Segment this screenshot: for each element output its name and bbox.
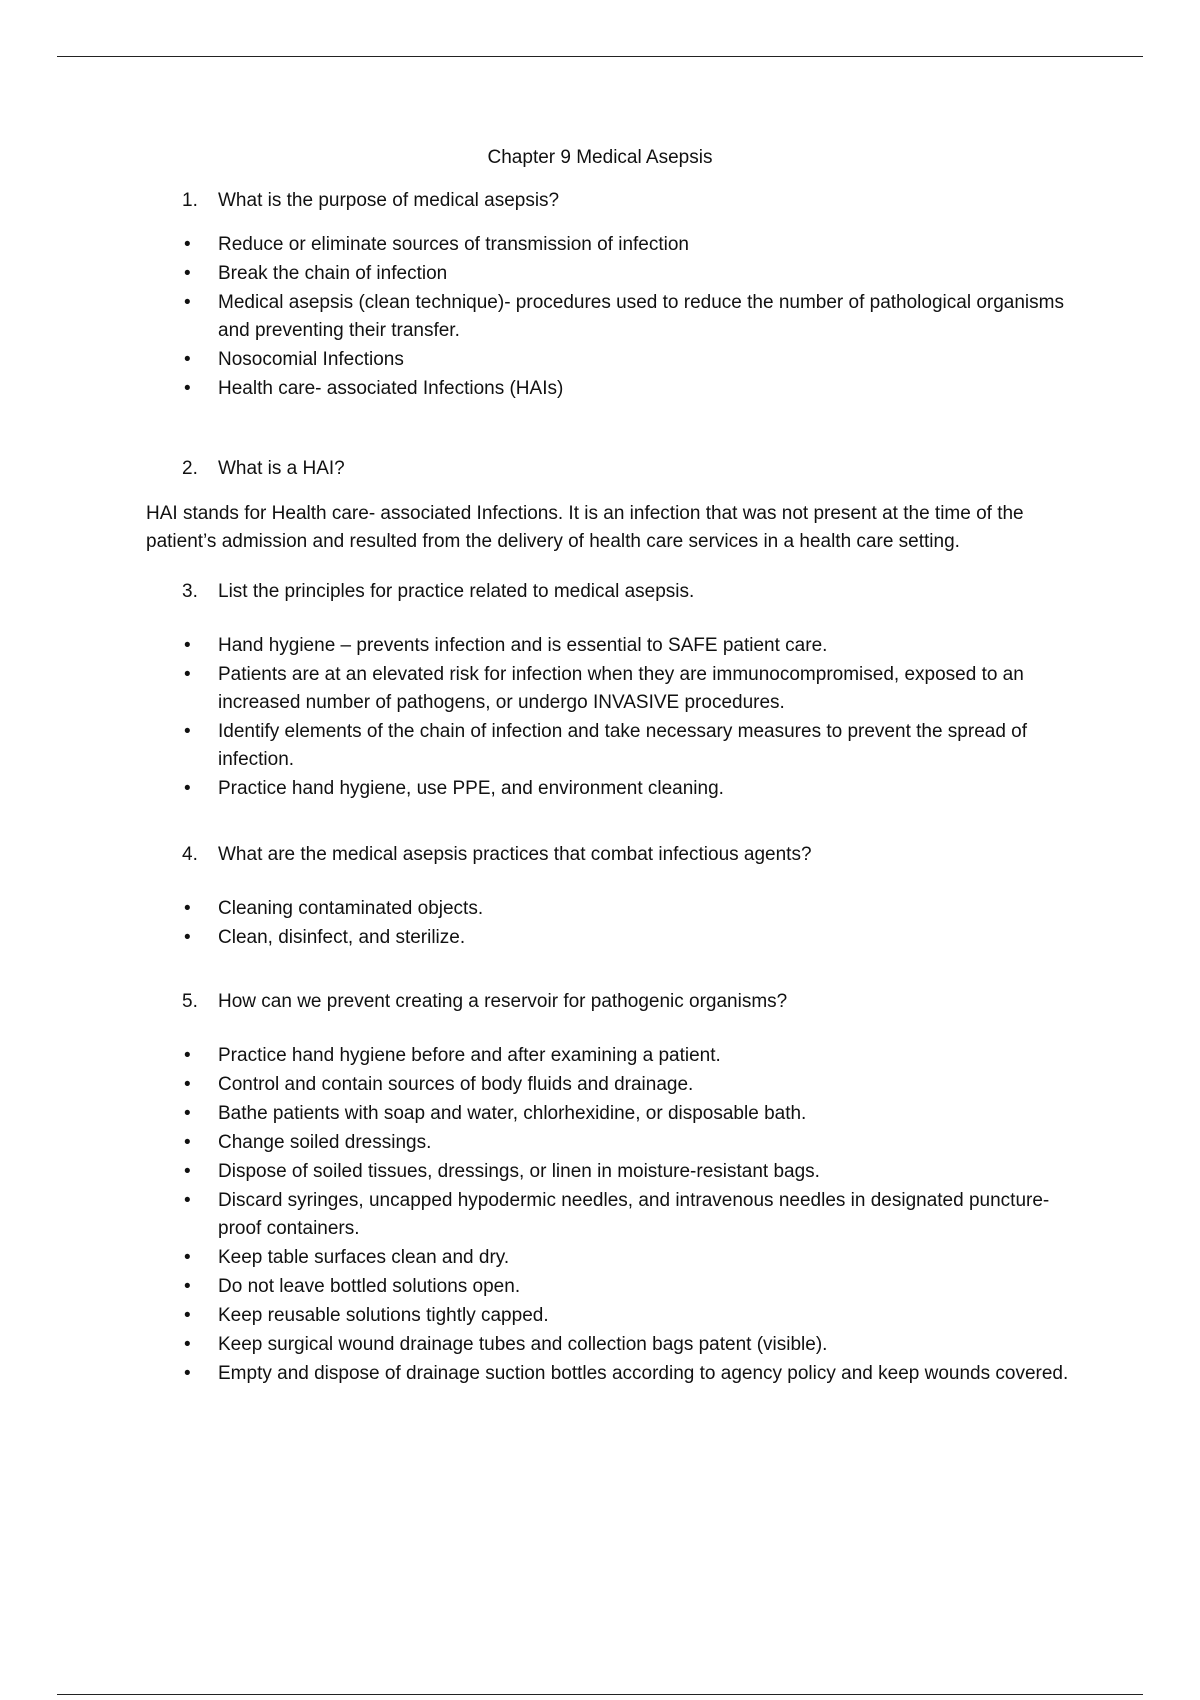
list-item: • Empty and dispose of drainage suction bottles according to agency policy and keep wounds covered.: [0, 1360, 1200, 1388]
list-item: • Bathe patients with soap and water, chlorhexidine, or disposable bath.: [0, 1100, 1200, 1128]
list-item: • Discard syringes, uncapped hypodermic needles, and intravenous needles in designated puncture-proof containers.: [0, 1187, 1200, 1243]
question-4: [182, 843, 1082, 867]
list-item: • Break the chain of infection: [0, 260, 1200, 288]
list-item: • Control and contain sources of body fluids and drainage.: [0, 1071, 1200, 1099]
bullet-icon: •: [184, 1190, 191, 1211]
answer-paragraph-2: HAI stands for Health care- associated Infections. It is an infection that was not present at the time of the patient’s admission and resulted from the delivery of health care services in a health care setting.: [146, 503, 1024, 552]
page-title: Chapter 9 Medical Asepsis: [487, 147, 713, 168]
bullet-icon: •: [184, 263, 191, 284]
list-item: • Patients are at an elevated risk for infection when they are immunocompromised, exposed to an increased number of pathogens, or undergo INVASIVE procedures.: [0, 661, 1200, 717]
bullet-icon: •: [184, 378, 191, 399]
bullet-icon: •: [184, 1247, 191, 1268]
header-rule: [57, 56, 1143, 57]
list-item: • Hand hygiene – prevents infection and is essential to SAFE patient care.: [0, 632, 1200, 660]
question-number: 3.: [182, 581, 198, 602]
bullet-icon: •: [184, 349, 191, 370]
list-item: • Keep table surfaces clean and dry.: [0, 1244, 1200, 1272]
bullet-icon: •: [184, 1363, 191, 1384]
list-item: • Practice hand hygiene, use PPE, and environment cleaning.: [0, 775, 1200, 803]
footer-rule: [57, 1694, 1143, 1695]
list-item: • Nosocomial Infections: [0, 346, 1200, 374]
question-number: 2.: [182, 458, 198, 479]
bullet-icon: •: [184, 1334, 191, 1355]
answer-list-5: [0, 1042, 1200, 1389]
question-text: What are the medical asepsis practices that combat infectious agents?: [218, 844, 812, 865]
list-item: • Do not leave bottled solutions open.: [0, 1273, 1200, 1301]
bullet-icon: •: [184, 1103, 191, 1124]
list-item: • Medical asepsis (clean technique)- procedures used to reduce the number of pathological organisms and preventing their transfer.: [0, 289, 1200, 345]
list-item: • Dispose of soiled tissues, dressings, or linen in moisture-resistant bags.: [0, 1158, 1200, 1186]
answer-list-4: [0, 895, 1200, 953]
bullet-icon: •: [184, 664, 191, 685]
bullet-icon: •: [184, 1045, 191, 1066]
bullet-icon: •: [184, 898, 191, 919]
bullet-icon: •: [184, 1132, 191, 1153]
question-number: 5.: [182, 991, 198, 1012]
bullet-icon: •: [184, 292, 191, 313]
question-2: [182, 457, 1082, 481]
list-item: • Practice hand hygiene before and after examining a patient.: [0, 1042, 1200, 1070]
question-text: What is a HAI?: [218, 458, 345, 479]
bullet-icon: •: [184, 1161, 191, 1182]
bullet-icon: •: [184, 1276, 191, 1297]
list-item: • Keep surgical wound drainage tubes and collection bags patent (visible).: [0, 1331, 1200, 1359]
answer-list-1: [0, 231, 1200, 404]
question-3: [182, 580, 1082, 604]
list-item: • Change soiled dressings.: [0, 1129, 1200, 1157]
question-number: 4.: [182, 844, 198, 865]
list-item: • Health care- associated Infections (HAIs): [0, 375, 1200, 403]
question-text: What is the purpose of medical asepsis?: [218, 190, 560, 211]
list-item: • Clean, disinfect, and sterilize.: [0, 924, 1200, 952]
bullet-icon: •: [184, 1305, 191, 1326]
list-item: • Keep reusable solutions tightly capped.: [0, 1302, 1200, 1330]
bullet-icon: •: [184, 721, 191, 742]
question-text: List the principles for practice related to medical asepsis.: [218, 581, 695, 602]
bullet-icon: •: [184, 635, 191, 656]
bullet-icon: •: [184, 1074, 191, 1095]
bullet-icon: •: [184, 927, 191, 948]
list-item: • Identify elements of the chain of infection and take necessary measures to prevent the spread of infection.: [0, 718, 1200, 774]
question-text: How can we prevent creating a reservoir for pathogenic organisms?: [218, 991, 788, 1012]
question-1: [182, 189, 1082, 213]
bullet-icon: •: [184, 234, 191, 255]
list-item: • Cleaning contaminated objects.: [0, 895, 1200, 923]
question-number: 1.: [182, 190, 198, 211]
list-item: • Reduce or eliminate sources of transmission of infection: [0, 231, 1200, 259]
answer-list-3: [0, 632, 1200, 804]
question-5: [182, 990, 1082, 1014]
bullet-icon: •: [184, 778, 191, 799]
